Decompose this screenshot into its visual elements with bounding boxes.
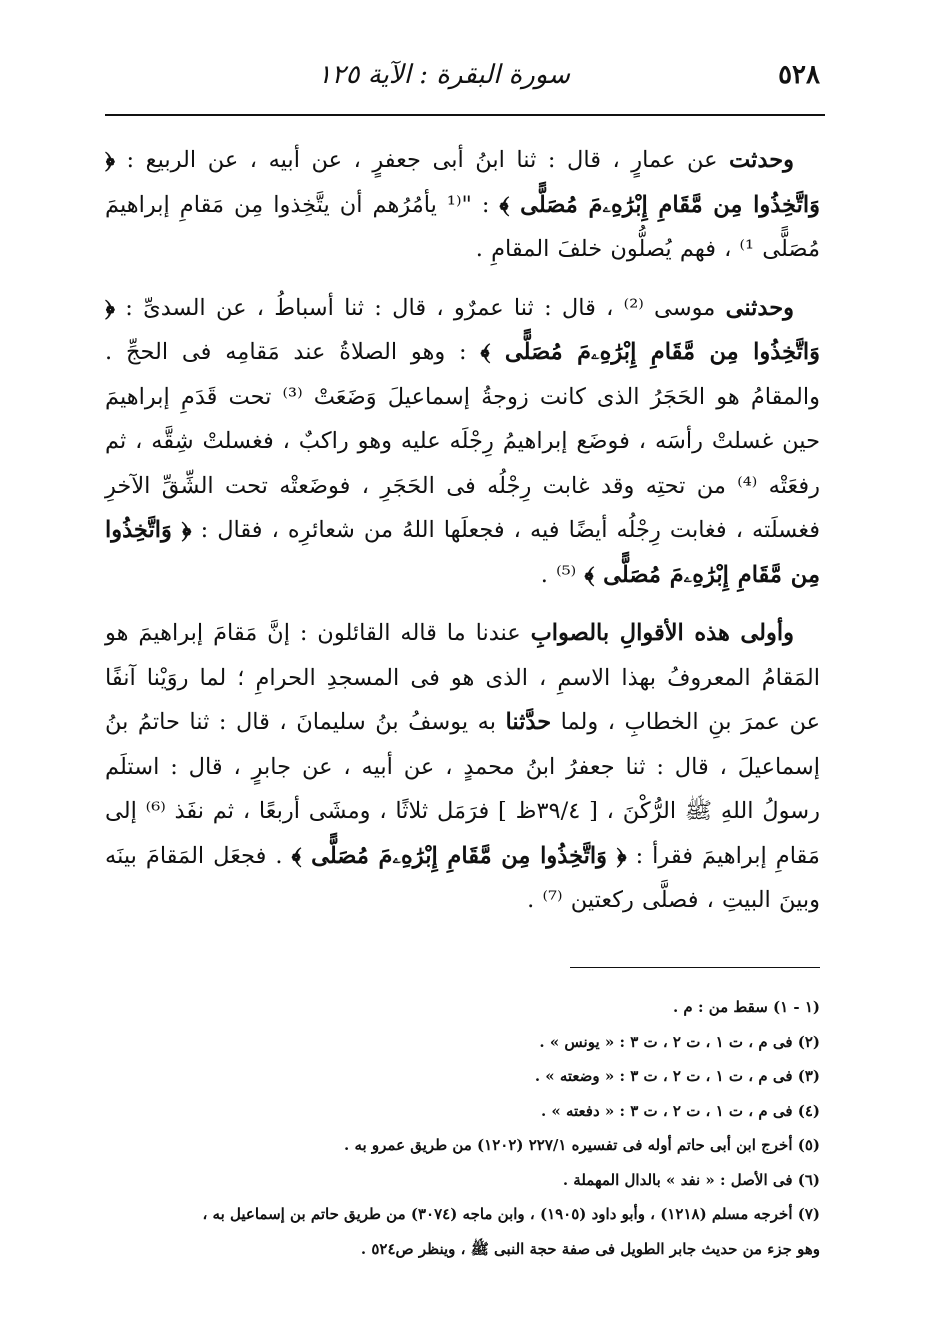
footnote: (٢) فى م ، ت ١ ، ت ٢ ، ت ٣ : « يونس » .	[539, 1032, 820, 1051]
footnote: وهو جزء من حديث جابر الطويل فى صفة حجة النبى ﷺ ، وينظر ص٥٢٤ .	[360, 1239, 820, 1258]
paragraph-text: : وهو الصلاةُ عند مَقامِه فى الحجِّ . والمقامُ هو الحَجَرُ الذى كانت زوجةُ إسماعيلَ وَضَعَتْ ⁽³⁾ تحت قَدَمِ إبراهيمَ حين غسلتْ رأسَه ، فوضَع إبراهيمُ رِجْلَه عليه وهو راكبٌ ، فغسلتْ شِقَّه ، ثم رفعَتْه ⁽⁴⁾ من تحتِه وقد غابت رِجْلُه فى الحَجَرِ ، فوضَعتْه تحت الشِّقِّ الآخرِ فغسلَته ، فغابت رِجْلُه أيضًا فيه ، فجعلَها اللهُ من شعائرِه ، فقال :	[105, 339, 820, 543]
page-number: ٥٢٨	[778, 60, 820, 90]
paragraph-lead-inline: حدَّثنا	[505, 709, 552, 735]
header-rule	[105, 114, 825, 116]
paragraph-text: عن عمارٍ ، قال : ثنا ابنُ أبى جعفرٍ ، عن أبيه ، عن الربيع :	[114, 147, 730, 173]
paragraph-text: به يوسفُ بنُ سليمانَ ، قال : ثنا حاتمُ بنُ إسماعيلَ ، قال : ثنا جعفرُ ابنُ محمدٍ ، عن أبيه ، عن جابرٍ ، قال : استلَم رسولُ اللهِ ﷺ الرُّكْنَ ، [ ٣٩/٤ظ ] فرَمَل ثلاثًا ، ومشَى أربعًا ، ثم نفَذ ⁽⁶⁾ إلى مَقامِ إبراهيمَ فقرأ :	[105, 709, 820, 869]
footnotes	[105, 990, 820, 1266]
quran-verse: ﴿ وَاتَّخِذُوا مِن مَّقَامِ إِبْرَٰهِۦمَ مُصَلًّى ﴾	[105, 294, 820, 365]
page-header	[100, 52, 820, 102]
footnote: (٦) فى الأصل : « نفد » بالدال المهملة .	[562, 1170, 820, 1189]
footnote: (٧) أخرجه مسلم (١٢١٨) ، وأبو داود (١٩٠٥) ، وابن ماجه (٣٠٧٤) من طريق حاتم بن إسماعيل به ،	[202, 1205, 820, 1223]
paragraph-text: عندنا ما قاله القائلون : إنَّ مَقامَ إبراهيمَ هو المَقامُ المعروفُ بهذا الاسمِ ، الذى هو فى المسجدِ الحرامِ ؛ لما روَيْنا آنفًا عن عمرَ بنِ الخطابِ ، ولما	[105, 620, 821, 735]
running-title: سورة البقرة : الآية ١٢٥	[317, 60, 570, 90]
quran-verse: ﴿ وَاتَّخِذُوا مِن مَّقَامِ إِبْرَٰهِۦمَ مُصَلًّى ﴾	[291, 842, 627, 869]
footnote: (٤) فى م ، ت ١ ، ت ٢ ، ت ٣ : « دفعته » .	[540, 1101, 820, 1120]
paragraph-1	[105, 138, 820, 272]
paragraph-3	[105, 611, 820, 923]
paragraph-lead: وحدثنى	[725, 294, 794, 321]
footnote: (٣) فى م ، ت ١ ، ت ٢ ، ت ٣ : « وضعته » .	[534, 1067, 820, 1085]
paragraph-text: موسى ⁽²⁾ ، قال : ثنا عمرٌو ، قال : ثنا أسباطُ ، عن السدىِّ :	[114, 294, 726, 321]
quran-verse: ﴿ وَاتَّخِذُوا مِن مَّقَامِ إِبْرَٰهِۦمَ مُصَلًّى ﴾	[105, 147, 820, 218]
footnote: (١ - ١) سقط من : م .	[672, 998, 820, 1016]
paragraph-lead: وحدثت	[729, 147, 794, 173]
quran-verse: ﴿ وَاتَّخِذُوا مِن مَّقَامِ إِبْرَٰهِۦمَ مُصَلًّى ﴾	[105, 517, 820, 588]
paragraph-lead: وأولى هذه الأقوالِ بالصوابِ	[530, 620, 794, 646]
paragraph-2	[105, 286, 820, 598]
footnote-separator	[570, 967, 820, 968]
paragraph-text: . فجعَل المَقامَ بينَه وبينَ البيتِ ، فصلَّى ركعتين ⁽⁷⁾ .	[105, 842, 820, 913]
paragraph-text: : "⁽¹ يأمُرُهم أن يتَّخِذوا مِن مَقامِ إبراهيمَ مُصَلًّى ¹⁾ ، فهم يُصلُّون خلفَ المقامِ .	[105, 191, 820, 262]
paragraph-text: ⁽⁵⁾ .	[540, 561, 585, 588]
main-text	[105, 138, 820, 937]
footnote: (٥) أخرج ابن أبى حاتم أوله فى تفسيره ٢٢٧/١ (١٢٠٢) من طريق عمرو به .	[344, 1136, 820, 1154]
